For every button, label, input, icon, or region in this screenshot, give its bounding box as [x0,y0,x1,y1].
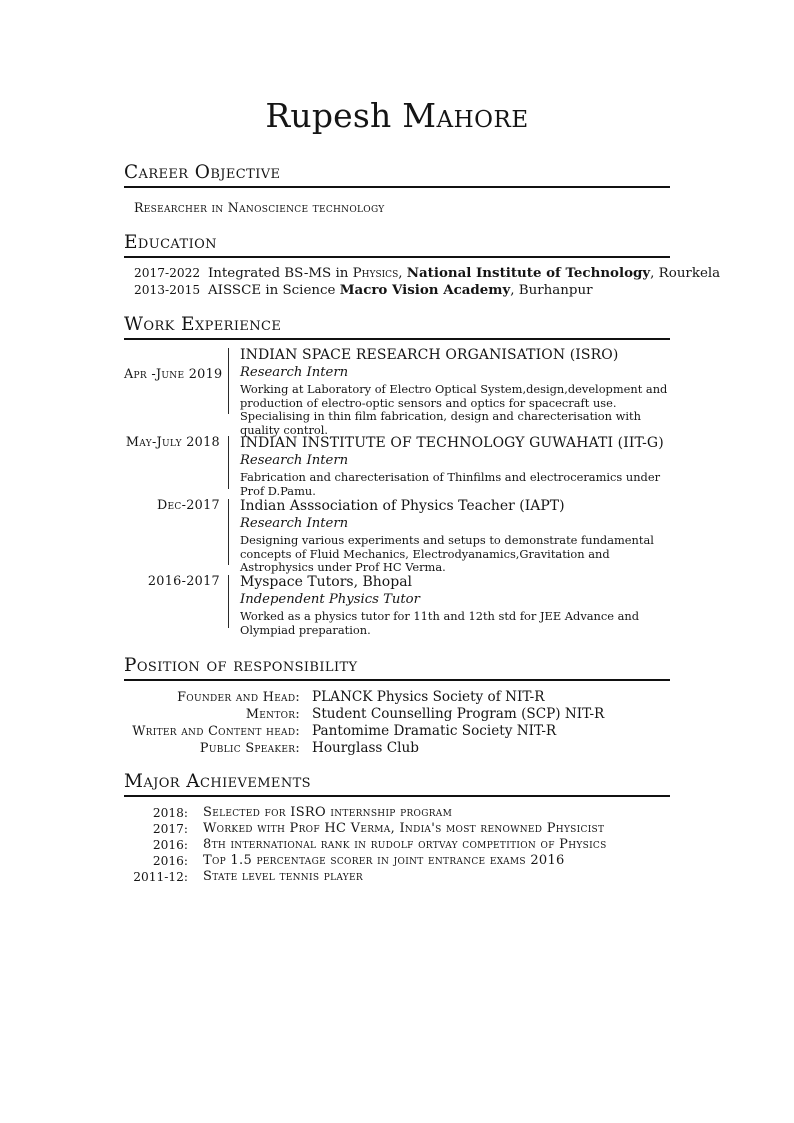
achievement-row [124,853,684,869]
education-date: 2013-2015 [134,283,201,297]
achievement-row [124,837,684,853]
education-row [124,265,721,282]
entry-divider-rule [228,436,229,489]
achievement-text: Worked with Prof HC Verma, India's most renowned Physicist [203,821,605,836]
section-rule-position-of-responsibility [124,679,670,681]
entry-date: 2016-2017 [147,574,220,589]
achievement-text: State level tennis player [203,869,363,884]
entry-date: Apr -June 2019 [124,367,223,382]
page-title [0,96,794,136]
achievement-text: Selected for ISRO internship program [203,805,453,820]
section-rule-major-achievements [124,795,670,797]
entry-description: Designing various experiments and setups to demonstrate fundamental concepts of Fluid Mechanics, Electrodyanamics,Gravitation and Astrophysics under Prof HC Verma. [240,533,654,575]
section-rule-work-experience [124,338,670,340]
achievement-text: 8th international rank in rudolf ortvay competition of Physics [203,837,607,852]
section-rule-career-objective [124,186,670,188]
responsibility-label: Founder and Head: [177,690,300,705]
responsibility-value: Student Counselling Program (SCP) NIT-R [312,706,605,722]
education-detail: Integrated BS-MS in Physics, National Institute of Technology, Rourkela [208,265,721,281]
achievement-row [124,821,684,837]
achievement-row [124,869,684,885]
section-heading-major-achievements: Major Achievements [124,771,311,792]
responsibility-label: Writer and Content head: [132,724,300,739]
entry-role: Research Intern [240,516,349,531]
section-rule-education [124,256,670,258]
achievement-text: Top 1.5 percentage scorer in joint entrance exams 2016 [203,853,565,868]
entry-role: Research Intern [240,365,349,380]
section-heading-position-of-responsibility: Position of responsibility [124,655,358,676]
entry-description: Working at Laboratory of Electro Optical System,design,development and production of electro-optic sensors and optics for spacecraft use. Specialising in thin film fabrication, design and charecterisation with quality control. [240,382,668,437]
entry-date: Dec-2017 [156,498,220,513]
first-name: Rupesh [265,96,392,135]
entry-role: Research Intern [240,453,349,468]
entry-title: INDIAN SPACE RESEARCH ORGANISATION (ISRO) [240,347,619,363]
entry-title: Myspace Tutors, Bhopal [240,574,413,590]
entry-title: Indian Asssociation of Physics Teacher (IAPT) [240,498,565,514]
entry-divider-rule [228,575,229,628]
achievement-row [124,805,684,821]
entry-divider-rule [228,348,229,414]
achievement-date: 2011-12: [133,870,188,884]
career-objective-text: Researcher in Nanoscience technology [134,200,385,215]
achievement-date: 2016: [152,854,188,868]
entry-title: INDIAN INSTITUTE OF TECHNOLOGY GUWAHATI (IIT-G) [240,435,664,451]
section-heading-career-objective: Career Objective [124,162,281,183]
section-heading-work-experience: Work Experience [124,314,282,335]
responsibility-value: Pantomime Dramatic Society NIT-R [312,723,557,739]
entry-description: Fabrication and charecterisation of Thinfilms and electroceramics under Prof D.Pamu. [240,470,661,498]
achievement-date: 2018: [152,806,188,820]
responsibility-row [124,740,684,757]
responsibility-label: Mentor: [245,707,300,722]
responsibility-row [124,723,684,740]
entry-description: Worked as a physics tutor for 11th and 12th std for JEE Advance and Olympiad preparation. [240,609,640,637]
responsibility-value: Hourglass Club [312,740,419,756]
entry-role: Independent Physics Tutor [240,592,420,607]
education-date: 2017-2022 [134,266,201,280]
responsibility-label: Public Speaker: [199,741,300,756]
education-row [124,282,684,299]
entry-date: May-July 2018 [125,435,220,450]
education-detail: AISSCE in Science Macro Vision Academy, Burhanpur [208,282,593,298]
responsibility-row [124,706,684,723]
entry-divider-rule [228,499,229,565]
last-name: Mahore [402,96,529,135]
achievement-date: 2016: [152,838,188,852]
responsibility-row [124,689,684,706]
responsibility-value: PLANCK Physics Society of NIT-R [312,689,545,705]
achievement-date: 2017: [152,822,188,836]
section-heading-education: Education [124,232,217,253]
